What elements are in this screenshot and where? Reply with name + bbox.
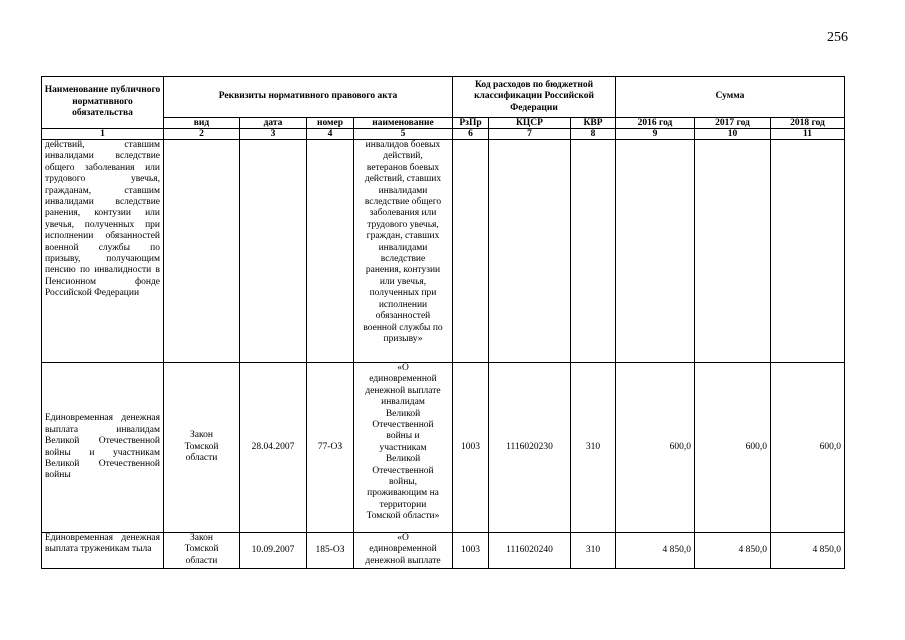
kvr-cell: 310 [571, 533, 616, 569]
sum-2017-cell: 600,0 [695, 363, 771, 533]
kvr-cell [571, 140, 616, 363]
header-title: наименование [354, 118, 453, 129]
header-2016: 2016 год [616, 118, 695, 129]
sum-2016-cell [616, 140, 695, 363]
kcsr-cell: 1116020240 [489, 533, 571, 569]
col-number: 10 [695, 129, 771, 140]
obligation-cell: Единовременная денежная выплата труженикам тыла [42, 533, 164, 569]
col-number: 9 [616, 129, 695, 140]
col-number: 6 [453, 129, 489, 140]
rzpr-cell: 1003 [453, 533, 489, 569]
header-number: номер [307, 118, 354, 129]
act-number-cell: 77-ОЗ [307, 363, 354, 533]
col-number: 2 [164, 129, 240, 140]
header-row [42, 77, 845, 118]
budget-obligations-table [41, 76, 845, 569]
page-number: 256 [827, 30, 848, 45]
col-number: 7 [489, 129, 571, 140]
table-row [42, 140, 845, 363]
header-2017: 2017 год [695, 118, 771, 129]
act-number-cell: 185-ОЗ [307, 533, 354, 569]
act-kind-cell: Закон Томской области [164, 363, 240, 533]
col-number: 8 [571, 129, 616, 140]
header-kind: вид [164, 118, 240, 129]
header-date: дата [240, 118, 307, 129]
sum-2018-cell: 600,0 [771, 363, 845, 533]
col-number: 11 [771, 129, 845, 140]
sum-2018-cell: 4 850,0 [771, 533, 845, 569]
header-kvr: КВР [571, 118, 616, 129]
obligation-cell: действий, ставшим инвалидами вследствие общего заболевания или трудового увечья, гражданам, ставшим инвалидами вследствие ранения, контузии или увечья, полученных при исполнении обязанностей военной службы по призыву, получающим пенсию по инвалидности в Пенсионном фонде Российской Федерации [42, 140, 164, 363]
sum-2016-cell: 600,0 [616, 363, 695, 533]
sum-2018-cell [771, 140, 845, 363]
col-number: 3 [240, 129, 307, 140]
col-number: 1 [42, 129, 164, 140]
act-date-cell [240, 140, 307, 363]
sum-2016-cell: 4 850,0 [616, 533, 695, 569]
act-kind-cell [164, 140, 240, 363]
header-rzpr: РзПр [453, 118, 489, 129]
table-row [42, 533, 845, 569]
rzpr-cell: 1003 [453, 363, 489, 533]
kcsr-cell: 1116020230 [489, 363, 571, 533]
sum-2017-cell: 4 850,0 [695, 533, 771, 569]
sum-2017-cell [695, 140, 771, 363]
col-number: 5 [354, 129, 453, 140]
table-row [42, 363, 845, 533]
header-2018: 2018 год [771, 118, 845, 129]
header-budget-code: Код расходов по бюджетной классификации Российской Федерации [453, 77, 616, 118]
act-title-cell: «О единовременной денежной выплате инвалидам Великой Отечественной войны и участникам Великой Отечественной войны, проживающим на территории Томской области» [354, 363, 453, 533]
header-sum: Сумма [616, 77, 845, 118]
header-kcsr: КЦСР [489, 118, 571, 129]
obligation-cell: Единовременная денежная выплата инвалидам Великой Отечественной войны и участникам Великой Отечественной войны [42, 363, 164, 533]
header-obligation: Наименование публичного нормативного обязательства [42, 77, 164, 129]
act-date-cell: 28.04.2007 [240, 363, 307, 533]
act-date-cell: 10.09.2007 [240, 533, 307, 569]
act-kind-cell: Закон Томской области [164, 533, 240, 569]
act-number-cell [307, 140, 354, 363]
act-title-cell: «О единовременной денежной выплате [354, 533, 453, 569]
header-legal-act: Реквизиты нормативного правового акта [164, 77, 453, 118]
col-number: 4 [307, 129, 354, 140]
kvr-cell: 310 [571, 363, 616, 533]
act-title-cell: инвалидов боевых действий, ветеранов боевых действий, ставших инвалидами вследствие общего заболевания или трудового увечья, граждан, ставших инвалидами вследствие ранения, контузии или увечья, полученных при исполнении обязанностей военной службы по призыву» [354, 140, 453, 363]
kcsr-cell [489, 140, 571, 363]
column-numbers-row [42, 129, 845, 140]
rzpr-cell [453, 140, 489, 363]
